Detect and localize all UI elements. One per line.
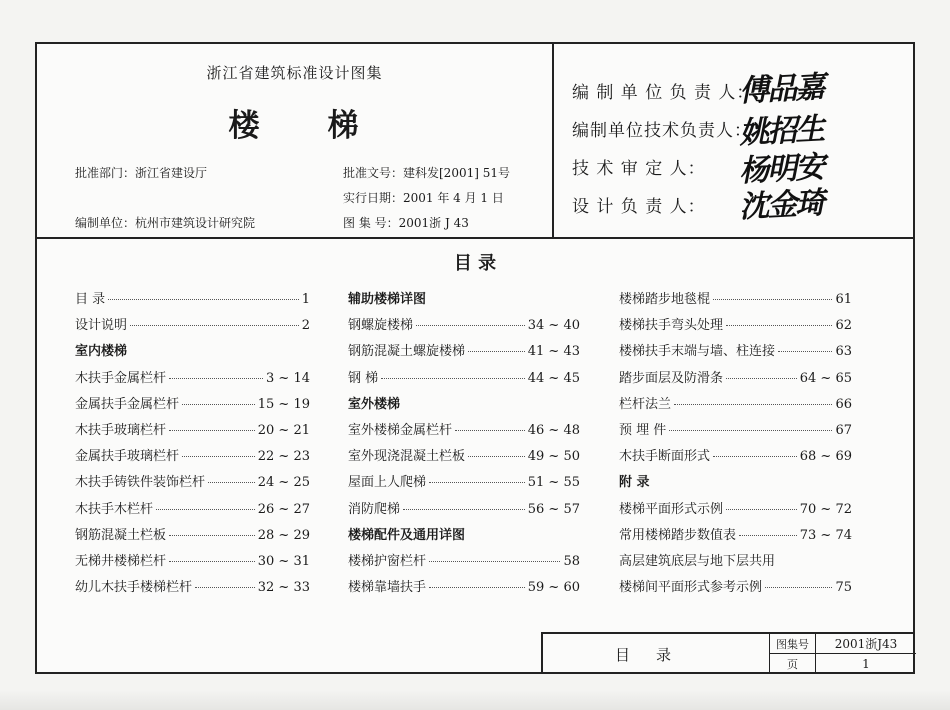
toc-entry-page: 70 ~ 72: [799, 501, 852, 517]
signature-label: 设 计 负 责 人：: [572, 197, 706, 217]
toc-entry-title: 楼梯配件及通用详图: [348, 527, 466, 543]
toc-entry: [75, 471, 310, 495]
toc-entry-title: 钢筋混凝土螺旋楼梯: [348, 344, 466, 360]
toc-entry: [619, 445, 852, 469]
toc-entry-page: 59 ~ 60: [527, 580, 580, 596]
toc-entry: [75, 445, 310, 469]
toc-entry-page: 62: [835, 318, 852, 334]
toc-entry-page: 34 ~ 40: [527, 318, 580, 334]
signature-label: 编制单位技术负责人：: [572, 121, 752, 141]
toc-entry: [619, 340, 852, 364]
toc-entry: [348, 445, 580, 469]
approval-document-no: 批准文号：建科发[2001] 51号: [343, 166, 510, 180]
toc-entry-title: 室外楼梯: [348, 396, 401, 412]
dot-leader: [130, 325, 299, 326]
page-value: 1: [862, 657, 870, 671]
dot-leader: [416, 325, 525, 326]
dot-leader: [156, 509, 255, 510]
toc-entry: [75, 314, 310, 338]
toc-title: 目 录: [453, 253, 497, 274]
toc-entry-page: 44 ~ 45: [527, 370, 580, 386]
toc-entry: [619, 393, 852, 417]
series-title: 浙江省建筑标准设计图集: [206, 64, 383, 82]
header-panel: [37, 44, 913, 239]
title-block-grid: [769, 634, 916, 674]
toc-entry: [619, 288, 852, 312]
dot-leader: [713, 456, 797, 457]
toc-section-heading: [348, 393, 580, 417]
toc-entry-page: 1: [301, 292, 310, 307]
toc-entry-title: 室外楼梯金属栏杆: [348, 423, 453, 438]
toc-entry: [75, 367, 310, 391]
toc-entry-page: 75: [835, 580, 852, 596]
signature-panel: [554, 44, 913, 237]
toc-entry-title: 楼梯踏步地毯棍: [619, 292, 711, 307]
toc-entry-title: 金属扶手金属栏杆: [75, 396, 180, 412]
dot-leader: [468, 351, 525, 352]
toc-entry-title: 屋面上人爬梯: [348, 475, 427, 491]
toc-entry-title: 钢螺旋楼梯: [348, 318, 414, 334]
toc-entry-title: 钢 梯: [348, 370, 379, 386]
toc-section-heading: [75, 340, 310, 364]
toc-entry-title: 楼梯扶手弯头处理: [619, 318, 724, 334]
toc-section-heading: [348, 524, 580, 548]
toc-entry-title: 木扶手铸铁件装饰栏杆: [75, 475, 206, 491]
toc-entry: [348, 550, 580, 574]
toc-entry: [619, 576, 852, 600]
atlas-no-value: 2001浙J43: [816, 634, 916, 654]
page-label: 页: [770, 654, 816, 674]
toc-entry: [348, 576, 580, 600]
dot-leader: [429, 587, 525, 588]
toc-entry-title: 室内楼梯: [75, 344, 128, 360]
toc-entry: [75, 288, 310, 312]
toc-entry: [619, 498, 852, 522]
toc-entry-title: 幼儿木扶手楼梯栏杆: [75, 580, 193, 596]
approval-department: 批准部门：浙江省建设厅: [75, 166, 208, 180]
dot-leader: [713, 299, 832, 300]
toc-entry-title: 无梯井楼梯栏杆: [75, 554, 167, 569]
dot-leader: [208, 482, 255, 483]
dot-leader: [726, 378, 797, 379]
toc-entry-title: 常用楼梯踏步数值表: [619, 527, 737, 543]
toc-entry: [619, 314, 852, 338]
dot-leader: [403, 509, 525, 510]
toc-entry-page: 22 ~ 23: [257, 449, 310, 465]
toc-entry: [75, 393, 310, 417]
toc-entry-title: 楼梯护窗栏杆: [348, 554, 427, 569]
toc-entry: [75, 498, 310, 522]
dot-leader: [778, 351, 832, 352]
toc-entry: [348, 367, 580, 391]
handwritten-signature: 杨明安: [738, 149, 825, 190]
toc-entry-title: 栏杆法兰: [619, 396, 672, 412]
toc-entry-page: 32 ~ 33: [257, 580, 310, 596]
effective-date: 实行日期：2001 年 4 月 1 日: [343, 191, 504, 205]
drawing-sheet: [35, 42, 915, 674]
toc-entry: [619, 419, 852, 443]
toc-entry-page: 61: [835, 292, 852, 307]
dot-leader: [765, 587, 832, 588]
toc-entry-page: 46 ~ 48: [527, 423, 580, 438]
toc-entry-page: 51 ~ 55: [527, 475, 580, 491]
main-title: [37, 100, 552, 145]
dot-leader: [739, 535, 797, 536]
toc-entry-title: 木扶手断面形式: [619, 449, 711, 465]
page-edge: [0, 690, 950, 710]
dot-leader: [429, 482, 525, 483]
toc-entry-title: 高层建筑底层与地下层共用: [619, 554, 776, 569]
toc-entry-page: 68 ~ 69: [799, 449, 852, 465]
dot-leader: [726, 509, 797, 510]
toc-entry-page: 58: [563, 554, 580, 569]
toc-entry: [348, 314, 580, 338]
dot-leader: [455, 430, 525, 431]
toc-entry: [75, 524, 310, 548]
toc-entry-title: 楼梯平面形式示例: [619, 501, 724, 517]
toc-entry-page: 3 ~ 14: [266, 370, 310, 386]
dot-leader: [182, 456, 255, 457]
dot-leader: [726, 325, 832, 326]
handwritten-signature: 傅品嘉: [738, 69, 825, 110]
signature-label: 编 制 单 位 负 责 人：: [572, 83, 755, 103]
dot-leader: [195, 587, 255, 588]
toc-entry-title: 木扶手玻璃栏杆: [75, 423, 167, 438]
toc-entry: [75, 550, 310, 574]
dot-leader: [169, 430, 255, 431]
toc-entry: [75, 576, 310, 600]
toc-entry-page: 67: [835, 423, 852, 438]
toc-entry-title: 附 录: [619, 475, 650, 491]
toc-entry: [619, 367, 852, 391]
handwritten-signature: 沈金琦: [738, 185, 825, 226]
toc-entry-title: 预 埋 件: [619, 423, 667, 438]
toc-entry: [619, 550, 852, 574]
dot-leader: [169, 378, 263, 379]
signature-row-designer: [572, 192, 706, 217]
signature-row-tech-head: [572, 116, 752, 141]
toc-entry: [75, 419, 310, 443]
toc-entry-title: 木扶手金属栏杆: [75, 370, 167, 386]
toc-entry-page: 63: [835, 344, 852, 360]
dot-leader: [669, 430, 832, 431]
title-block-label: 目录: [614, 645, 697, 664]
title-block: [541, 632, 915, 674]
toc-entry: [348, 340, 580, 364]
toc-entry: [348, 471, 580, 495]
dot-leader: [182, 404, 255, 405]
toc-entry-title: 辅助楼梯详图: [348, 292, 427, 307]
atlas-number: 图 集 号：2001浙 J 43: [343, 216, 469, 230]
toc-entry-title: 木扶手木栏杆: [75, 501, 154, 517]
toc-entry-page: 73 ~ 74: [799, 527, 852, 543]
toc-section-heading: [619, 471, 852, 495]
dot-leader: [381, 378, 525, 379]
toc-entry-page: 28 ~ 29: [257, 527, 310, 543]
atlas-no-label: 图集号: [770, 634, 816, 654]
toc-entry-title: 楼梯间平面形式参考示例: [619, 580, 763, 596]
dot-leader: [674, 404, 832, 405]
dot-leader: [429, 561, 560, 562]
dot-leader: [468, 456, 525, 457]
toc-entry-page: 30 ~ 31: [257, 554, 310, 569]
toc-entry-title: 踏步面层及防滑条: [619, 370, 724, 386]
toc-entry-page: 20 ~ 21: [257, 423, 310, 438]
main-title-char-1: 楼: [228, 108, 262, 144]
signature-row-unit-head: [572, 78, 754, 103]
signature-label: 技 术 审 定 人：: [572, 159, 706, 179]
toc-entry-title: 目 录: [75, 292, 106, 307]
toc-section-heading: [348, 288, 580, 312]
toc-entry-title: 楼梯靠墙扶手: [348, 580, 427, 596]
toc-entry-page: 64 ~ 65: [799, 370, 852, 386]
compiling-unit: 编制单位：杭州市建筑设计研究院: [75, 216, 256, 230]
toc-entry-title: 室外现浇混凝土栏板: [348, 449, 466, 465]
main-title-char-2: 梯: [327, 108, 361, 144]
toc-entry: [348, 498, 580, 522]
dot-leader: [108, 299, 299, 300]
handwritten-signature: 姚招生: [738, 111, 825, 152]
signature-row-reviewer: [572, 154, 706, 179]
toc-entry-page: 49 ~ 50: [527, 449, 580, 465]
toc-entry-title: 楼梯扶手末端与墙、柱连接: [619, 344, 776, 360]
toc-entry-title: 钢筋混凝土栏板: [75, 527, 167, 543]
toc-entry-title: 设计说明: [75, 318, 128, 334]
toc-entry-page: 15 ~ 19: [257, 396, 310, 412]
toc-entry-title: 消防爬梯: [348, 501, 401, 517]
toc-entry-page: 24 ~ 25: [257, 475, 310, 491]
toc-entry-page: 26 ~ 27: [257, 501, 310, 517]
toc-entry-page: 41 ~ 43: [527, 344, 580, 360]
toc-entry: [619, 524, 852, 548]
toc-entry-title: 金属扶手玻璃栏杆: [75, 449, 180, 465]
toc-entry-page: 2: [301, 318, 310, 334]
dot-leader: [169, 535, 255, 536]
toc-entry-page: 56 ~ 57: [527, 501, 580, 517]
atlas-info: [37, 44, 552, 237]
toc-entry: [348, 419, 580, 443]
toc-entry-page: 66: [835, 396, 852, 412]
dot-leader: [169, 561, 255, 562]
